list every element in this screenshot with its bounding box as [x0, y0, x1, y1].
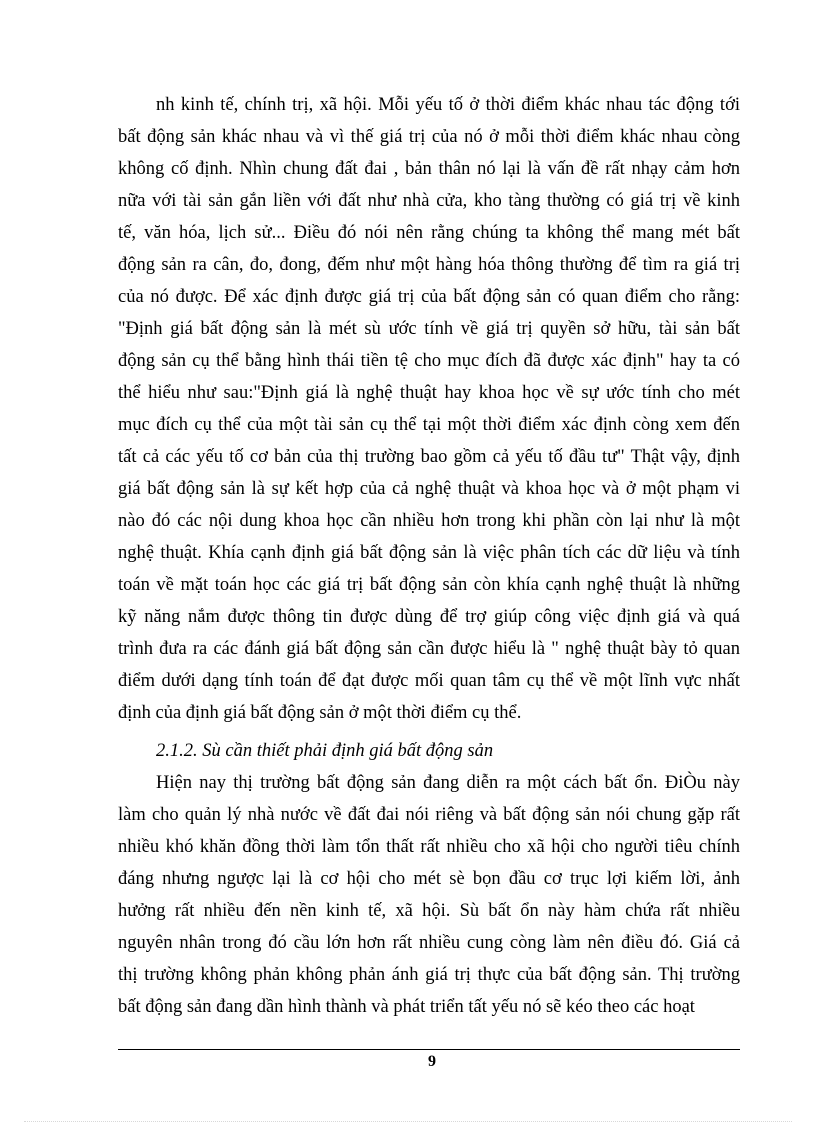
text-line: nữa với tài sản gắn liền với đất như nhà cửa, kho tàng thường có giá trị về kinh [118, 191, 740, 211]
text-line: nh kinh tế, chính trị, xã hội. Mỗi yếu tố ở thời điểm khác nhau tác động tới [156, 95, 740, 115]
text-line: thị trường không phản không phản ánh giá trị thực của bất động sản. Thị trường [118, 965, 740, 985]
section-heading: 2.1.2. Sù cần thiết phải định giá bất động sản [156, 741, 494, 761]
text-line: nghệ thuật. Khía cạnh định giá bất động sản là việc phân tích các dữ liệu và tính [118, 543, 740, 563]
page-edge [24, 1121, 792, 1122]
text-line: mục đích cụ thể của một tài sản cụ thể tại một thời điểm xác định còng xem đến [118, 415, 740, 435]
text-line: tất cả các yếu tố cơ bản của thị trường bao gồm cả yếu tố đầu tư" Thật vậy, định [118, 447, 740, 467]
text-line: động sản ra cân, đo, đong, đếm như một hàng hóa thông thường để tìm ra giá trị [118, 255, 740, 275]
page-number: 9 [428, 1053, 436, 1070]
text-line: không cố định. Nhìn chung đất đai , bản thân nó lại là vấn đề rất nhạy cảm hơn [118, 159, 740, 179]
text-line: giá bất động sản là sự kết hợp của cả nghệ thuật và khoa học và ở một phạm vi [118, 479, 740, 499]
text-line: trình đưa ra các đánh giá bất động sản cần được hiểu là " nghệ thuật bày tỏ quan [118, 639, 740, 659]
text-line: nguyên nhân trong đó cầu lớn hơn rất nhiều cung còng làm nên điều đó. Giá cả [118, 933, 740, 953]
text-line: bất động sản khác nhau và vì thế giá trị của nó ở mỗi thời điểm khác nhau còng [118, 127, 740, 147]
text-line: kỹ năng nắm được thông tin được dùng để trợ giúp công việc định giá và quá [118, 607, 740, 627]
text-line: điểm dưới dạng tính toán để đạt được mối quan tâm cụ thể về một lĩnh vực nhất [118, 671, 740, 691]
text-line: nhiều khó khăn đồng thời làm tổn thất rất nhiều cho xã hội cho người tiêu chính [118, 837, 740, 857]
footer-rule [118, 1049, 740, 1050]
text-line: bất động sản đang dần hình thành và phát triển tất yếu nó sẽ kéo theo các hoạt [118, 997, 695, 1017]
text-line: đáng nhưng ngược lại là cơ hội cho mét sè bọn đầu cơ trục lợi kiếm lời, ảnh [118, 869, 740, 889]
text-line: hưởng rất nhiều đến nền kinh tế, xã hội. Sù bất ổn này hàm chứa rất nhiều [118, 901, 740, 921]
text-line: định của định giá bất động sản ở một thời điểm cụ thể. [118, 703, 522, 723]
text-line: toán về mặt toán học các giá trị bất động sản còn khía cạnh nghệ thuật là những [118, 575, 740, 595]
text-line: "Định giá bất động sản là mét sù ước tính về giá trị quyền sở hữu, tài sản bất [118, 319, 740, 339]
text-line: tế, văn hóa, lịch sử... Điều đó nói nên rằng chúng ta không thể mang mét bất [118, 223, 740, 243]
text-line: Hiện nay thị trường bất động sản đang diễn ra một cách bất ổn. ĐiÒu này [156, 773, 740, 793]
text-line: nào đó các nội dung khoa học cần nhiều hơn trong khi phần còn lại như là một [118, 511, 740, 531]
text-line: thể hiểu như sau:"Định giá là nghệ thuật hay khoa học về sự ước tính cho mét [118, 383, 740, 403]
text-line: động sản cụ thể bằng hình thái tiền tệ cho mục đích đã được xác định" hay ta có [118, 351, 740, 371]
text-line: của nó được. Để xác định được giá trị của bất động sản có quan điểm cho rằng: [118, 287, 740, 307]
text-line: làm cho quản lý nhà nước về đất đai nói riêng và bất động sản nói chung gặp rất [118, 805, 740, 825]
